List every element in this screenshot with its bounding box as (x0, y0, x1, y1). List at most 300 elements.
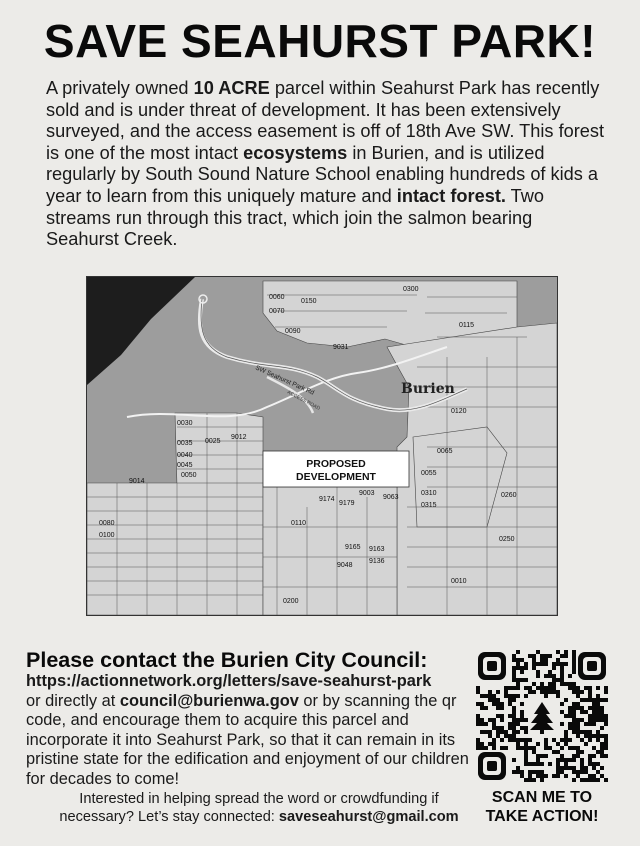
qr-module (504, 694, 508, 698)
qr-module (480, 718, 484, 722)
parcel-label: 0250 (499, 536, 515, 543)
qr-module (516, 678, 520, 682)
qr-module (532, 690, 536, 694)
qr-module (508, 714, 512, 718)
qr-module (532, 666, 536, 670)
qr-module (588, 774, 592, 778)
parcel-label: 0120 (451, 408, 467, 415)
contact-email-link[interactable]: saveseahurst@gmail.com (278, 809, 459, 825)
qr-module (496, 730, 500, 734)
qr-module (552, 662, 556, 666)
qr-module (548, 654, 552, 658)
qr-module (596, 706, 600, 710)
qr-module (508, 738, 512, 742)
qr-module (600, 750, 604, 754)
qr-module (540, 686, 544, 690)
qr-module (480, 702, 484, 706)
qr-module (532, 750, 536, 754)
qr-module (588, 762, 592, 766)
contact-body (26, 672, 476, 790)
qr-module (476, 738, 480, 742)
qr-module (544, 662, 548, 666)
qr-module (600, 718, 604, 722)
qr-module (592, 698, 596, 702)
scan-line-2: TAKE ACTION! (485, 808, 599, 825)
qr-module (580, 710, 584, 714)
qr-module (572, 770, 576, 774)
qr-module (576, 702, 580, 706)
qr-module (540, 754, 544, 758)
parcel-label: 9174 (319, 496, 335, 503)
qr-module (552, 674, 556, 678)
qr-module (588, 738, 592, 742)
qr-module (536, 650, 540, 654)
qr-module (532, 658, 536, 662)
qr-module (524, 718, 528, 722)
council-email-link[interactable]: council@burienwa.gov (119, 691, 299, 710)
qr-module (600, 742, 604, 746)
qr-module (564, 738, 568, 742)
qr-module (584, 722, 588, 726)
parcel-label: 0060 (269, 294, 285, 301)
parcel-label: 0090 (285, 328, 301, 335)
qr-module (580, 706, 584, 710)
qr-module (560, 770, 564, 774)
qr-module (516, 738, 520, 742)
qr-module (592, 718, 596, 722)
parcel-label: 9179 (339, 500, 355, 507)
qr-module (552, 666, 556, 670)
qr-module (516, 766, 520, 770)
qr-module (516, 718, 520, 722)
qr-module (476, 722, 480, 726)
qr-module (592, 714, 596, 718)
qr-module (488, 698, 492, 702)
qr-module (556, 658, 560, 662)
qr-module (568, 722, 572, 726)
qr-module (516, 662, 520, 666)
qr-module (504, 686, 508, 690)
qr-module (540, 654, 544, 658)
qr-module (476, 686, 480, 690)
qr-module (532, 682, 536, 686)
qr-module (556, 742, 560, 746)
contact-heading: Please contact the Burien City Council: (26, 648, 428, 672)
qr-module (488, 718, 492, 722)
qr-module (596, 734, 600, 738)
qr-module (592, 754, 596, 758)
qr-module (564, 734, 568, 738)
footer-line-1: Interested in helping spread the word or crowdfunding if (79, 791, 439, 807)
qr-module (544, 754, 548, 758)
qr-module (500, 702, 504, 706)
qr-module (512, 770, 516, 774)
qr-module (580, 778, 584, 782)
qr-module (516, 730, 520, 734)
qr-module (592, 734, 596, 738)
qr-code-svg (476, 650, 608, 782)
qr-module (528, 770, 532, 774)
qr-module (492, 702, 496, 706)
parcel-map (86, 276, 558, 616)
qr-module (528, 654, 532, 658)
parcel-label: 0070 (269, 308, 285, 315)
qr-module (492, 694, 496, 698)
qr-module (504, 690, 508, 694)
parcel-label: 0055 (421, 470, 437, 477)
qr-module (520, 774, 524, 778)
qr-module (528, 746, 532, 750)
qr-module (600, 698, 604, 702)
city-label: Burien (401, 381, 455, 397)
qr-module (540, 778, 544, 782)
qr-module (568, 674, 572, 678)
qr-module (580, 718, 584, 722)
qr-module (520, 746, 524, 750)
contact-section (26, 648, 476, 790)
qr-module (560, 746, 564, 750)
qr-module (604, 746, 608, 750)
qr-module (572, 730, 576, 734)
qr-module (492, 738, 496, 742)
qr-module (500, 718, 504, 722)
qr-module (588, 690, 592, 694)
qr-module (560, 738, 564, 742)
qr-module (600, 714, 604, 718)
qr-module (584, 766, 588, 770)
qr-module (496, 726, 500, 730)
qr-module (520, 726, 524, 730)
qr-module (592, 766, 596, 770)
qr-module (480, 742, 484, 746)
qr-module (580, 762, 584, 766)
qr-module (556, 774, 560, 778)
intro-acre-emphasis: 10 ACRE (193, 78, 270, 98)
tree-icon (528, 700, 556, 734)
qr-module (548, 690, 552, 694)
parcel-label: 0080 (99, 520, 115, 527)
qr-module (520, 666, 524, 670)
qr-module (540, 762, 544, 766)
qr-module (544, 742, 548, 746)
qr-module (544, 746, 548, 750)
qr-module (528, 738, 532, 742)
road-label: SW Seahurst Park Rd (254, 364, 316, 397)
footer-line-2 (40, 808, 478, 826)
qr-module (544, 674, 548, 678)
parcel-label: 0035 (177, 440, 193, 447)
qr-module (520, 658, 524, 662)
qr-module (596, 686, 600, 690)
qr-module (512, 686, 516, 690)
qr-module (556, 650, 560, 654)
qr-module (572, 670, 576, 674)
qr-module (572, 686, 576, 690)
qr-module (572, 778, 576, 782)
qr-module (480, 694, 484, 698)
qr-module (560, 678, 564, 682)
qr-module (564, 698, 568, 702)
qr-code[interactable] (476, 650, 608, 782)
qr-module (580, 750, 584, 754)
qr-module (584, 742, 588, 746)
qr-module (600, 726, 604, 730)
qr-module (496, 698, 500, 702)
qr-module (564, 650, 568, 654)
intro-text-1: A privately owned (46, 78, 194, 98)
qr-module (560, 766, 564, 770)
qr-module (588, 722, 592, 726)
qr-module (512, 734, 516, 738)
qr-module (476, 702, 480, 706)
qr-module (520, 738, 524, 742)
qr-module (588, 754, 592, 758)
qr-module (588, 734, 592, 738)
page-title: SAVE SEAHURST PARK! (43, 15, 597, 67)
qr-module (568, 726, 572, 730)
qr-module (604, 690, 608, 694)
qr-module (532, 770, 536, 774)
qr-module (556, 766, 560, 770)
qr-module (568, 746, 572, 750)
qr-module (572, 714, 576, 718)
parcel-label: 9048 (337, 562, 353, 569)
intro-intact-emphasis: intact forest. (396, 185, 506, 206)
qr-module (572, 710, 576, 714)
qr-module (588, 730, 592, 734)
qr-module (568, 682, 572, 686)
qr-module (592, 762, 596, 766)
parcel-label: 0025 (205, 438, 221, 445)
qr-module (568, 766, 572, 770)
qr-module (508, 702, 512, 706)
qr-module (516, 686, 520, 690)
qr-module (556, 762, 560, 766)
qr-module (600, 706, 604, 710)
qr-module (524, 742, 528, 746)
qr-module (588, 698, 592, 702)
contact-text-1: or directly at (26, 691, 120, 710)
qr-module (600, 766, 604, 770)
action-network-link[interactable]: https://actionnetwork.org/letters/save-seahurst-park (26, 672, 432, 690)
qr-module (564, 774, 568, 778)
qr-module (560, 754, 564, 758)
qr-module (532, 654, 536, 658)
qr-module (528, 762, 532, 766)
qr-module (544, 694, 548, 698)
parcel-label: 0110 (291, 520, 307, 527)
qr-module (476, 746, 480, 750)
qr-module (600, 774, 604, 778)
qr-module (548, 746, 552, 750)
qr-module (604, 686, 608, 690)
qr-module (512, 694, 516, 698)
parcel-label: 9031 (333, 344, 349, 351)
qr-module (540, 774, 544, 778)
qr-module (512, 714, 516, 718)
qr-module (600, 754, 604, 758)
qr-module (504, 746, 508, 750)
qr-module (604, 698, 608, 702)
qr-module (500, 714, 504, 718)
qr-module (576, 686, 580, 690)
qr-module (512, 666, 516, 670)
qr-module (560, 722, 564, 726)
qr-module (556, 770, 560, 774)
qr-module (552, 774, 556, 778)
intro-paragraph (46, 78, 606, 251)
qr-module (512, 658, 516, 662)
footer-text: necessary? Let’s stay connected: (59, 809, 279, 825)
qr-module (572, 654, 576, 658)
qr-module (604, 738, 608, 742)
qr-module (600, 746, 604, 750)
qr-module (592, 778, 596, 782)
qr-module (480, 722, 484, 726)
qr-module (548, 674, 552, 678)
qr-module (492, 742, 496, 746)
qr-module (604, 742, 608, 746)
parcel-label: 0260 (501, 492, 517, 499)
qr-module (568, 706, 572, 710)
qr-module (492, 718, 496, 722)
qr-module (580, 738, 584, 742)
qr-module (596, 718, 600, 722)
qr-module (536, 754, 540, 758)
qr-module (572, 726, 576, 730)
qr-module (572, 718, 576, 722)
qr-module (572, 754, 576, 758)
qr-module (532, 778, 536, 782)
qr-module (556, 690, 560, 694)
qr-module (544, 774, 548, 778)
qr-module (492, 726, 496, 730)
qr-module (584, 686, 588, 690)
qr-module (592, 710, 596, 714)
qr-module (540, 770, 544, 774)
parcel-label: 9003 (359, 490, 375, 497)
qr-module (560, 662, 564, 666)
qr-module (596, 778, 600, 782)
qr-module (512, 722, 516, 726)
qr-module (584, 730, 588, 734)
qr-module (496, 714, 500, 718)
qr-module (504, 734, 508, 738)
qr-module (576, 746, 580, 750)
qr-module (556, 694, 560, 698)
qr-module (576, 706, 580, 710)
qr-module (512, 654, 516, 658)
qr-module (604, 778, 608, 782)
qr-module (560, 670, 564, 674)
qr-module (536, 770, 540, 774)
qr-module (536, 742, 540, 746)
qr-module (560, 682, 564, 686)
qr-module (584, 734, 588, 738)
qr-module (536, 686, 540, 690)
parcel-label: 0115 (459, 322, 475, 329)
parcel-label: 0315 (421, 502, 437, 509)
qr-module (584, 710, 588, 714)
qr-module (532, 746, 536, 750)
qr-module (504, 730, 508, 734)
qr-module (476, 718, 480, 722)
qr-module (524, 730, 528, 734)
qr-module (532, 662, 536, 666)
parcel-label: 0200 (283, 598, 299, 605)
qr-module (596, 750, 600, 754)
intro-ecosystems-emphasis: ecosystems (243, 142, 348, 163)
qr-module (544, 690, 548, 694)
qr-module (484, 706, 488, 710)
parcel-label: 9063 (383, 494, 399, 501)
qr-module (512, 758, 516, 762)
qr-module (596, 702, 600, 706)
qr-module (524, 666, 528, 670)
qr-module (516, 694, 520, 698)
qr-module (556, 678, 560, 682)
qr-module (492, 746, 496, 750)
qr-module (524, 754, 528, 758)
qr-module (520, 714, 524, 718)
parcel-label: 9136 (369, 558, 385, 565)
qr-module (488, 690, 492, 694)
qr-module (524, 662, 528, 666)
qr-module (556, 758, 560, 762)
qr-module (576, 694, 580, 698)
qr-module (492, 722, 496, 726)
qr-module (592, 706, 596, 710)
qr-module (576, 730, 580, 734)
qr-module (500, 706, 504, 710)
qr-module (604, 754, 608, 758)
qr-module (520, 670, 524, 674)
qr-module (536, 662, 540, 666)
scan-me-label (470, 788, 614, 826)
qr-module (496, 706, 500, 710)
qr-module (548, 682, 552, 686)
qr-module (524, 746, 528, 750)
qr-module (512, 670, 516, 674)
parcel-label: 9165 (345, 544, 361, 551)
qr-module (560, 666, 564, 670)
qr-module (516, 742, 520, 746)
qr-module (512, 678, 516, 682)
qr-module (548, 762, 552, 766)
qr-module (508, 734, 512, 738)
qr-module (596, 730, 600, 734)
qr-module (500, 730, 504, 734)
contact-text-2: or by scanning the qr code, and encourage them to acquire this parcel and incorporate it into Seahurst Park, so that it can remain in its pristine state for the edification and enjoyment of our children for decades to come! (26, 691, 469, 788)
qr-module (496, 702, 500, 706)
qr-module (480, 730, 484, 734)
qr-module (520, 770, 524, 774)
parcel-label: 0045 (177, 462, 193, 469)
qr-module (572, 650, 576, 654)
qr-module (536, 670, 540, 674)
qr-module (568, 710, 572, 714)
qr-module (592, 746, 596, 750)
intro-text-4: Two streams run through this tract, which join the salmon bearing Seahurst Creek. (46, 185, 545, 250)
qr-module (552, 686, 556, 690)
qr-module (560, 710, 564, 714)
qr-module (548, 686, 552, 690)
proposed-label-2: DEVELOPMENT (296, 471, 376, 483)
access-road-label: ACCESS ROAD (286, 389, 322, 412)
qr-module (484, 746, 488, 750)
qr-module (544, 658, 548, 662)
qr-module (508, 726, 512, 730)
